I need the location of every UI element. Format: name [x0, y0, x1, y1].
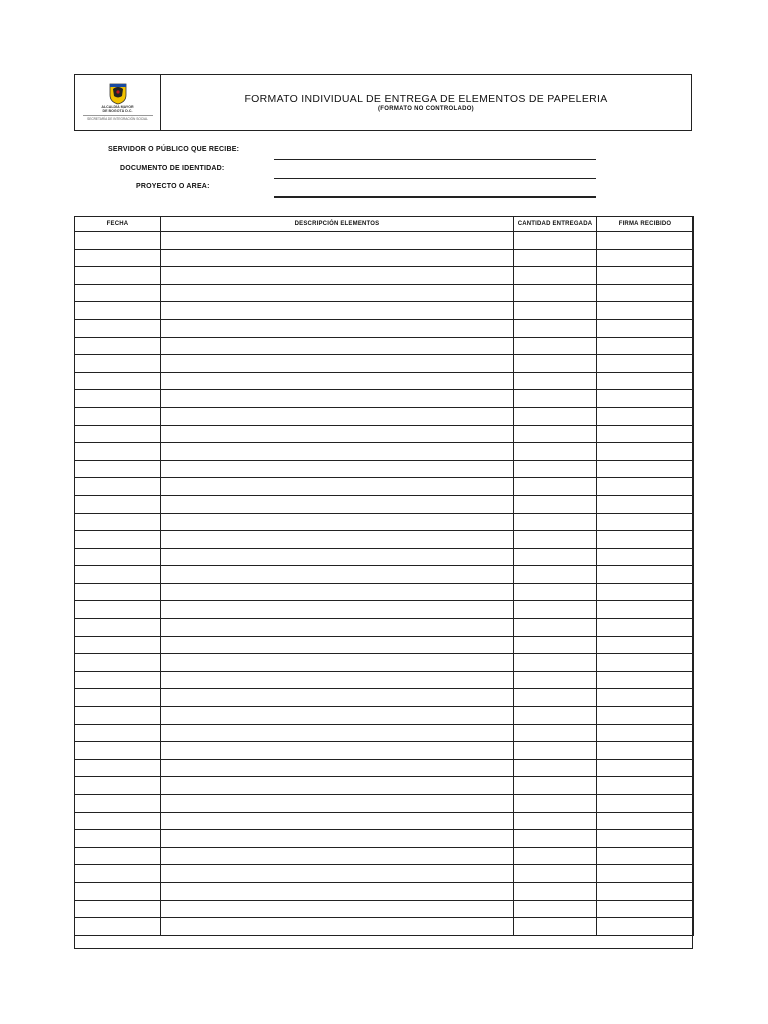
- descripcion-cell[interactable]: [161, 495, 514, 513]
- cantidad-cell[interactable]: [514, 671, 597, 689]
- descripcion-cell[interactable]: [161, 284, 514, 302]
- firma-cell[interactable]: [597, 513, 694, 531]
- cantidad-cell[interactable]: [514, 513, 597, 531]
- fecha-cell[interactable]: [75, 232, 161, 250]
- fecha-cell[interactable]: [75, 425, 161, 443]
- table-row: [75, 812, 694, 830]
- firma-cell[interactable]: [597, 425, 694, 443]
- table-row: [75, 918, 694, 936]
- fecha-cell[interactable]: [75, 724, 161, 742]
- table-row: [75, 249, 694, 267]
- descripcion-cell[interactable]: [161, 566, 514, 584]
- descripcion-cell[interactable]: [161, 900, 514, 918]
- cantidad-cell[interactable]: [514, 531, 597, 549]
- table-row: [75, 513, 694, 531]
- cantidad-cell[interactable]: [514, 302, 597, 320]
- fecha-cell[interactable]: [75, 267, 161, 285]
- fecha-cell[interactable]: [75, 513, 161, 531]
- descripcion-cell[interactable]: [161, 478, 514, 496]
- table-row: [75, 742, 694, 760]
- column-header-fecha: FECHA: [75, 217, 161, 232]
- descripcion-cell[interactable]: [161, 372, 514, 390]
- descripcion-cell[interactable]: [161, 671, 514, 689]
- column-header-cantidad: CANTIDAD ENTREGADA: [514, 217, 597, 232]
- logo-text-line2: DE BOGOTÁ D.C.: [102, 109, 133, 113]
- delivery-table: [74, 216, 693, 949]
- fecha-cell[interactable]: [75, 812, 161, 830]
- descripcion-cell[interactable]: [161, 425, 514, 443]
- fecha-cell[interactable]: [75, 548, 161, 566]
- fecha-cell[interactable]: [75, 566, 161, 584]
- cantidad-cell[interactable]: [514, 865, 597, 883]
- firma-cell[interactable]: [597, 759, 694, 777]
- cantidad-cell[interactable]: [514, 425, 597, 443]
- table-row: [75, 759, 694, 777]
- cantidad-cell[interactable]: [514, 372, 597, 390]
- fecha-cell[interactable]: [75, 689, 161, 707]
- descripcion-cell[interactable]: [161, 267, 514, 285]
- descripcion-cell[interactable]: [161, 390, 514, 408]
- descripcion-cell[interactable]: [161, 689, 514, 707]
- proyecto-label: PROYECTO O AREA:: [136, 183, 210, 190]
- table-row: [75, 390, 694, 408]
- descripcion-cell[interactable]: [161, 795, 514, 813]
- descripcion-cell[interactable]: [161, 601, 514, 619]
- firma-cell[interactable]: [597, 707, 694, 725]
- cantidad-cell[interactable]: [514, 355, 597, 373]
- fecha-cell[interactable]: [75, 460, 161, 478]
- fecha-cell[interactable]: [75, 583, 161, 601]
- cantidad-cell[interactable]: [514, 407, 597, 425]
- firma-cell[interactable]: [597, 495, 694, 513]
- fecha-cell[interactable]: [75, 847, 161, 865]
- cantidad-cell[interactable]: [514, 707, 597, 725]
- firma-cell[interactable]: [597, 390, 694, 408]
- fecha-cell[interactable]: [75, 619, 161, 637]
- cantidad-cell[interactable]: [514, 830, 597, 848]
- table-row: [75, 531, 694, 549]
- fecha-cell[interactable]: [75, 443, 161, 461]
- firma-cell[interactable]: [597, 583, 694, 601]
- fecha-cell[interactable]: [75, 531, 161, 549]
- table-row: [75, 566, 694, 584]
- descripcion-cell[interactable]: [161, 513, 514, 531]
- cantidad-cell[interactable]: [514, 232, 597, 250]
- descripcion-cell[interactable]: [161, 232, 514, 250]
- descripcion-cell[interactable]: [161, 812, 514, 830]
- table-row: [75, 425, 694, 443]
- firma-cell[interactable]: [597, 355, 694, 373]
- firma-cell[interactable]: [597, 267, 694, 285]
- cantidad-cell[interactable]: [514, 566, 597, 584]
- table-row: [75, 478, 694, 496]
- table-row: [75, 882, 694, 900]
- cantidad-cell[interactable]: [514, 495, 597, 513]
- cantidad-cell[interactable]: [514, 795, 597, 813]
- descripcion-cell[interactable]: [161, 355, 514, 373]
- cantidad-cell[interactable]: [514, 654, 597, 672]
- descripcion-cell[interactable]: [161, 707, 514, 725]
- fecha-cell[interactable]: [75, 390, 161, 408]
- descripcion-cell[interactable]: [161, 742, 514, 760]
- fecha-cell[interactable]: [75, 319, 161, 337]
- descripcion-cell[interactable]: [161, 407, 514, 425]
- table-row: [75, 337, 694, 355]
- descripcion-cell[interactable]: [161, 619, 514, 637]
- descripcion-cell[interactable]: [161, 319, 514, 337]
- descripcion-cell[interactable]: [161, 759, 514, 777]
- cantidad-cell[interactable]: [514, 460, 597, 478]
- firma-cell[interactable]: [597, 830, 694, 848]
- table-body: [75, 232, 694, 936]
- cantidad-cell[interactable]: [514, 337, 597, 355]
- form-title: FORMATO INDIVIDUAL DE ENTREGA DE ELEMENTOS DE PAPELERIA: [244, 93, 608, 105]
- servidor-input-line[interactable]: [274, 159, 596, 160]
- table-row: [75, 795, 694, 813]
- table-row: [75, 900, 694, 918]
- fecha-cell[interactable]: [75, 830, 161, 848]
- table-header-row: [75, 217, 694, 232]
- table-row: [75, 671, 694, 689]
- firma-cell[interactable]: [597, 636, 694, 654]
- fecha-cell[interactable]: [75, 372, 161, 390]
- firma-cell[interactable]: [597, 284, 694, 302]
- table-row: [75, 460, 694, 478]
- table-row: [75, 619, 694, 637]
- descripcion-cell[interactable]: [161, 249, 514, 267]
- table-row: [75, 232, 694, 250]
- column-header-descripcion: DESCRIPCIÓN ELEMENTOS: [161, 217, 514, 232]
- fecha-cell[interactable]: [75, 900, 161, 918]
- firma-cell[interactable]: [597, 900, 694, 918]
- descripcion-cell[interactable]: [161, 865, 514, 883]
- fecha-cell[interactable]: [75, 495, 161, 513]
- cantidad-cell[interactable]: [514, 478, 597, 496]
- firma-cell[interactable]: [597, 812, 694, 830]
- cantidad-cell[interactable]: [514, 636, 597, 654]
- cantidad-cell[interactable]: [514, 882, 597, 900]
- firma-cell[interactable]: [597, 548, 694, 566]
- firma-cell[interactable]: [597, 531, 694, 549]
- table-row: [75, 830, 694, 848]
- fecha-cell[interactable]: [75, 918, 161, 936]
- descripcion-cell[interactable]: [161, 583, 514, 601]
- proyecto-input-line[interactable]: [274, 196, 596, 198]
- firma-cell[interactable]: [597, 566, 694, 584]
- cantidad-cell[interactable]: [514, 443, 597, 461]
- table-row: [75, 319, 694, 337]
- table-row: [75, 724, 694, 742]
- table-row: [75, 355, 694, 373]
- descripcion-cell[interactable]: [161, 636, 514, 654]
- firma-cell[interactable]: [597, 847, 694, 865]
- bogota-coat-of-arms-icon: [109, 83, 127, 105]
- table-row: [75, 583, 694, 601]
- firma-cell[interactable]: [597, 407, 694, 425]
- firma-cell[interactable]: [597, 319, 694, 337]
- cantidad-cell[interactable]: [514, 548, 597, 566]
- cantidad-cell[interactable]: [514, 759, 597, 777]
- cantidad-cell[interactable]: [514, 284, 597, 302]
- column-header-firma: FIRMA RECIBIDO: [597, 217, 694, 232]
- firma-cell[interactable]: [597, 302, 694, 320]
- fecha-cell[interactable]: [75, 407, 161, 425]
- descripcion-cell[interactable]: [161, 443, 514, 461]
- firma-cell[interactable]: [597, 689, 694, 707]
- descripcion-cell[interactable]: [161, 302, 514, 320]
- firma-cell[interactable]: [597, 460, 694, 478]
- cantidad-cell[interactable]: [514, 689, 597, 707]
- servidor-label: SERVIDOR O PÚBLICO QUE RECIBE:: [108, 146, 240, 153]
- fecha-cell[interactable]: [75, 742, 161, 760]
- cantidad-cell[interactable]: [514, 601, 597, 619]
- firma-cell[interactable]: [597, 671, 694, 689]
- table-row: [75, 777, 694, 795]
- fecha-cell[interactable]: [75, 795, 161, 813]
- documento-input-line[interactable]: [274, 178, 596, 179]
- cantidad-cell[interactable]: [514, 390, 597, 408]
- table-row: [75, 267, 694, 285]
- firma-cell[interactable]: [597, 337, 694, 355]
- fecha-cell[interactable]: [75, 882, 161, 900]
- descripcion-cell[interactable]: [161, 777, 514, 795]
- logo-divider: [83, 115, 153, 116]
- fecha-cell[interactable]: [75, 865, 161, 883]
- cantidad-cell[interactable]: [514, 812, 597, 830]
- table-row: [75, 654, 694, 672]
- table-row: [75, 865, 694, 883]
- logo-cell: [75, 75, 161, 130]
- fecha-cell[interactable]: [75, 337, 161, 355]
- fecha-cell[interactable]: [75, 249, 161, 267]
- table-row: [75, 847, 694, 865]
- firma-cell[interactable]: [597, 232, 694, 250]
- table-row: [75, 495, 694, 513]
- documento-label: DOCUMENTO DE IDENTIDAD:: [120, 165, 225, 172]
- title-cell: [161, 75, 691, 130]
- table-row: [75, 372, 694, 390]
- descripcion-cell[interactable]: [161, 460, 514, 478]
- descripcion-cell[interactable]: [161, 882, 514, 900]
- table-row: [75, 707, 694, 725]
- fecha-cell[interactable]: [75, 759, 161, 777]
- fecha-cell[interactable]: [75, 636, 161, 654]
- descripcion-cell[interactable]: [161, 830, 514, 848]
- firma-cell[interactable]: [597, 478, 694, 496]
- cantidad-cell[interactable]: [514, 777, 597, 795]
- firma-cell[interactable]: [597, 918, 694, 936]
- firma-cell[interactable]: [597, 372, 694, 390]
- fecha-cell[interactable]: [75, 671, 161, 689]
- cantidad-cell[interactable]: [514, 724, 597, 742]
- table-row: [75, 407, 694, 425]
- fecha-cell[interactable]: [75, 654, 161, 672]
- table-row: [75, 302, 694, 320]
- firma-cell[interactable]: [597, 865, 694, 883]
- firma-cell[interactable]: [597, 654, 694, 672]
- cantidad-cell[interactable]: [514, 583, 597, 601]
- fecha-cell[interactable]: [75, 355, 161, 373]
- table-row: [75, 548, 694, 566]
- fecha-cell[interactable]: [75, 478, 161, 496]
- firma-cell[interactable]: [597, 882, 694, 900]
- fecha-cell[interactable]: [75, 302, 161, 320]
- descripcion-cell[interactable]: [161, 918, 514, 936]
- cantidad-cell[interactable]: [514, 619, 597, 637]
- form-header: [74, 74, 692, 131]
- firma-cell[interactable]: [597, 249, 694, 267]
- table-row: [75, 601, 694, 619]
- firma-cell[interactable]: [597, 619, 694, 637]
- logo-subtext: SECRETARÍA DE INTEGRACIÓN SOCIAL: [87, 117, 148, 121]
- cantidad-cell[interactable]: [514, 847, 597, 865]
- cantidad-cell[interactable]: [514, 918, 597, 936]
- descripcion-cell[interactable]: [161, 724, 514, 742]
- descripcion-cell[interactable]: [161, 847, 514, 865]
- fecha-cell[interactable]: [75, 777, 161, 795]
- table-row: [75, 284, 694, 302]
- logo-text-line1: ALCALDÍA MAYOR: [101, 105, 134, 109]
- fecha-cell[interactable]: [75, 601, 161, 619]
- table-row: [75, 636, 694, 654]
- table-row: [75, 689, 694, 707]
- table-row: [75, 443, 694, 461]
- firma-cell[interactable]: [597, 777, 694, 795]
- cantidad-cell[interactable]: [514, 319, 597, 337]
- descripcion-cell[interactable]: [161, 654, 514, 672]
- descripcion-cell[interactable]: [161, 337, 514, 355]
- firma-cell[interactable]: [597, 724, 694, 742]
- form-subtitle: (FORMATO NO CONTROLADO): [377, 106, 474, 112]
- fecha-cell[interactable]: [75, 284, 161, 302]
- cantidad-cell[interactable]: [514, 900, 597, 918]
- firma-cell[interactable]: [597, 742, 694, 760]
- firma-cell[interactable]: [597, 795, 694, 813]
- cantidad-cell[interactable]: [514, 267, 597, 285]
- descripcion-cell[interactable]: [161, 548, 514, 566]
- cantidad-cell[interactable]: [514, 742, 597, 760]
- descripcion-cell[interactable]: [161, 531, 514, 549]
- fecha-cell[interactable]: [75, 707, 161, 725]
- firma-cell[interactable]: [597, 443, 694, 461]
- cantidad-cell[interactable]: [514, 249, 597, 267]
- firma-cell[interactable]: [597, 601, 694, 619]
